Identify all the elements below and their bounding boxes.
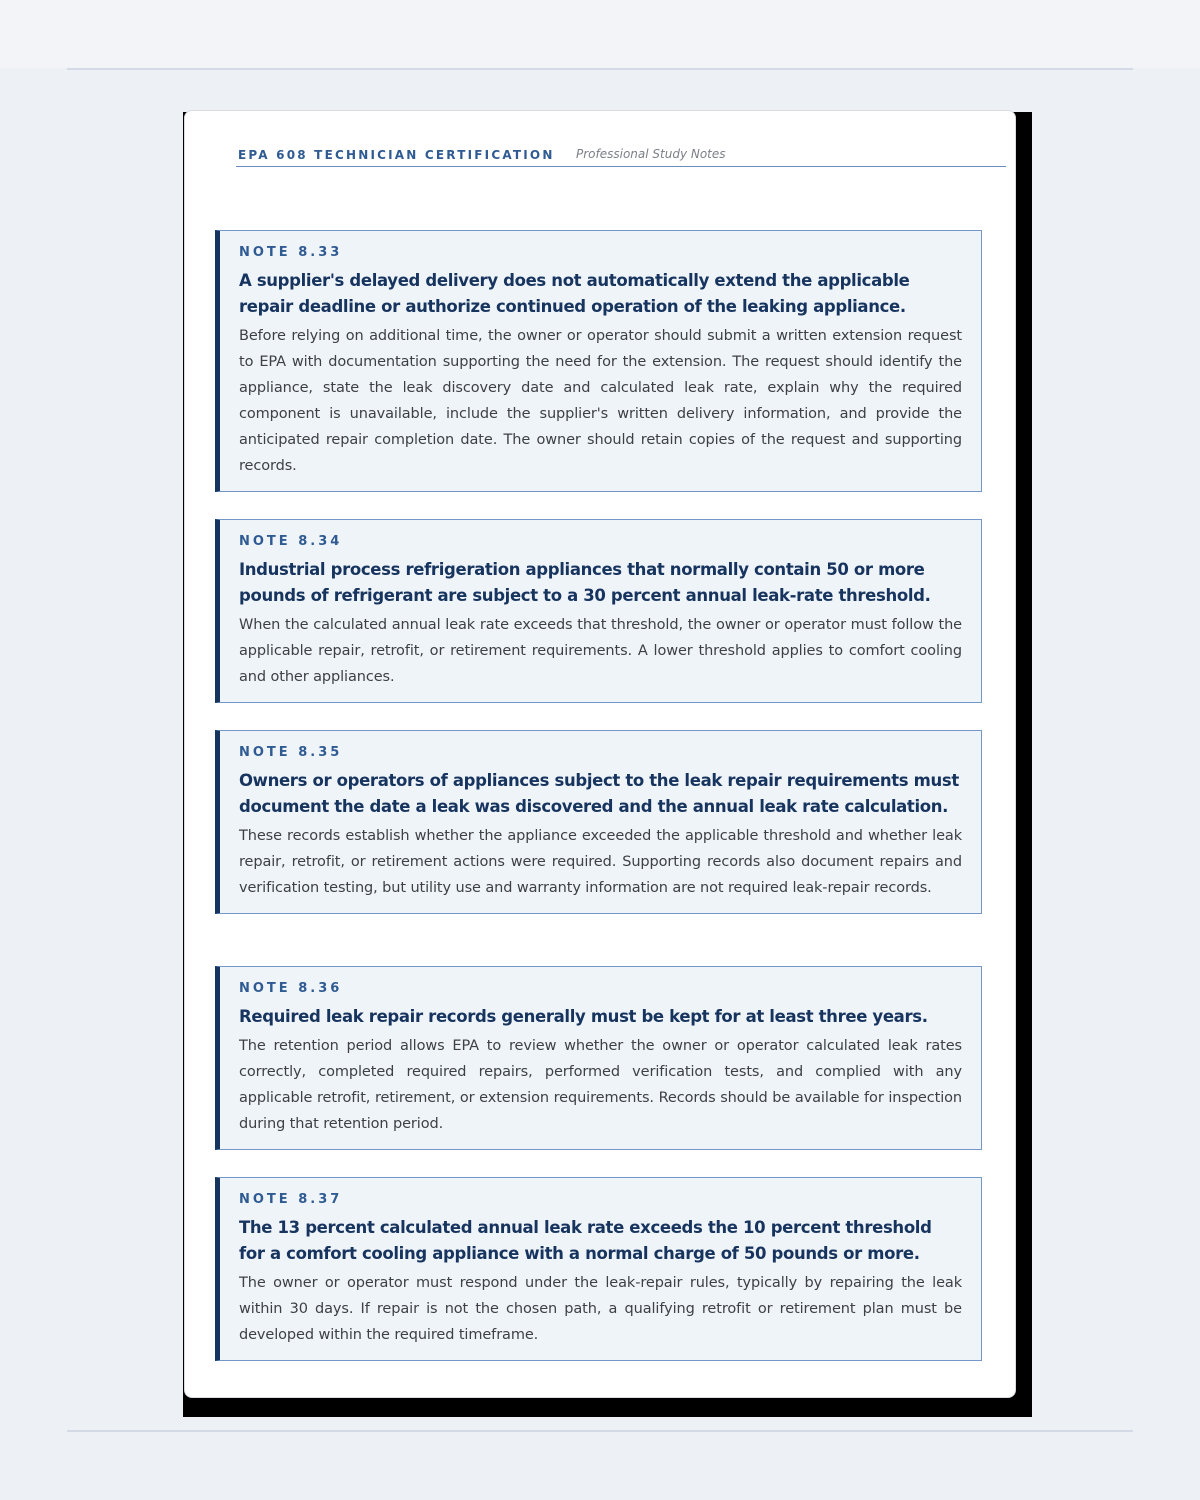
note-headline: The 13 percent calculated annual leak rate exceeds the 10 percent threshold for a comfort cooling appliance with a normal charge of 50 pounds or more. — [239, 1218, 932, 1263]
running-header-title: EPA 608 TECHNICIAN CERTIFICATION — [238, 148, 555, 162]
note-headline: Industrial process refrigeration appliances that normally contain 50 or more pounds of refrigerant are subject to a 30 percent annual leak-rate threshold. — [239, 560, 931, 605]
note-headline: A supplier's delayed delivery does not automatically extend the applicable repair deadline or authorize continued operation of the leaking appliance. — [239, 271, 910, 316]
note-label: NOTE 8.37 — [239, 1192, 343, 1207]
note-card-8-37 — [215, 1177, 982, 1361]
note-body: Before relying on additional time, the owner or operator should submit a written extension request to EPA with documentation supporting the need for the extension. The request should identify the appliance, state the leak discovery date and calculated leak rate, explain why the required component is unavailable, include the supplier's written delivery information, and provide the anticipated repair completion date. The owner should retain copies of the request and supporting records. — [239, 328, 962, 474]
note-body: These records establish whether the appliance exceeded the applicable threshold and whether leak repair, retrofit, or retirement actions were required. Supporting records also document repairs and verification testing, but utility use and warranty information are not required leak-repair records. — [239, 828, 962, 896]
note-body: The retention period allows EPA to review whether the owner or operator calculated leak rates correctly, completed required repairs, performed verification tests, and complied with any applicable retrofit, retirement, or extension requirements. Records should be available for inspection during that retention period. — [239, 1038, 962, 1132]
viewer-top-band — [0, 0, 1200, 68]
document-page — [184, 110, 1016, 1398]
note-card-8-34 — [215, 519, 982, 703]
note-body: When the calculated annual leak rate exceeds that threshold, the owner or operator must follow the applicable repair, retrofit, or retirement requirements. A lower threshold applies to comfort cooling and other appliances. — [239, 617, 962, 685]
bottom-divider — [67, 1430, 1133, 1432]
running-header — [236, 146, 1006, 167]
note-label: NOTE 8.36 — [239, 981, 343, 996]
note-label: NOTE 8.33 — [239, 245, 343, 260]
top-divider — [67, 68, 1133, 70]
note-card-8-36 — [215, 966, 982, 1150]
note-headline: Owners or operators of appliances subject to the leak repair requirements must document the date a leak was discovered and the annual leak rate calculation. — [239, 771, 959, 816]
note-label: NOTE 8.35 — [239, 745, 343, 760]
note-headline: Required leak repair records generally must be kept for at least three years. — [239, 1007, 928, 1026]
note-body: The owner or operator must respond under the leak-repair rules, typically by repairing the leak within 30 days. If repair is not the chosen path, a qualifying retrofit or retirement plan must be developed within the required timeframe. — [239, 1275, 962, 1343]
note-label: NOTE 8.34 — [239, 534, 343, 549]
note-card-8-33 — [215, 230, 982, 492]
running-header-subtitle: Professional Study Notes — [576, 147, 726, 161]
note-card-8-35 — [215, 730, 982, 914]
